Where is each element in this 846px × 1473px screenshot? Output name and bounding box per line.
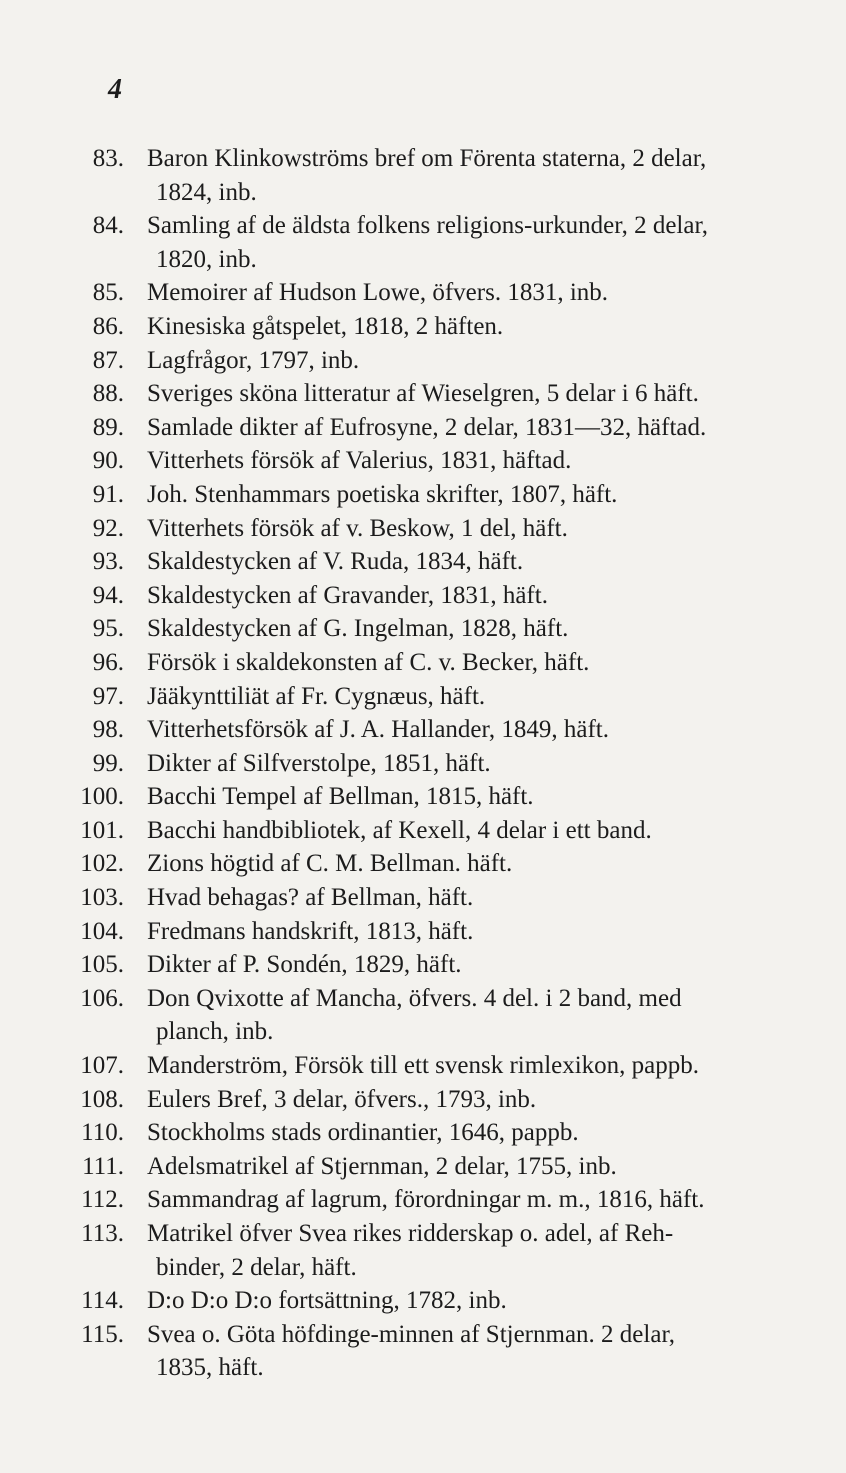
catalog-entry	[0, 545, 846, 579]
entry-number: 92.	[92, 514, 124, 542]
catalog-entry	[0, 142, 846, 209]
catalog-entry	[0, 209, 846, 276]
entry-number: 94.	[92, 581, 124, 609]
catalog-entry	[0, 512, 846, 546]
entry-number: 104.	[80, 917, 124, 945]
entry-text	[147, 209, 812, 276]
catalog-entry	[0, 1318, 846, 1385]
entry-text	[147, 444, 812, 478]
entry-text	[147, 814, 812, 848]
entry-title-line: Bacchi handbibliotek, af Kexell, 4 delar i ett band.	[147, 816, 652, 844]
entry-number: 112.	[81, 1186, 124, 1214]
entry-text	[147, 411, 812, 445]
entry-text	[147, 1116, 812, 1150]
catalog-entry	[0, 1116, 846, 1150]
entry-text	[147, 512, 812, 546]
entry-number: 98.	[92, 716, 124, 744]
entry-text	[147, 982, 812, 1049]
entry-number: 83.	[92, 145, 124, 172]
entry-continuation-line: 1820, inb.	[156, 245, 257, 273]
entry-number: 88.	[92, 380, 124, 408]
entry-title-line: Svea o. Göta höfdinge-minnen af Stjernman. 2 delar,	[147, 1320, 676, 1348]
entry-text	[147, 545, 812, 579]
entry-title-line: Eulers Bref, 3 delar, öfvers., 1793, inb.	[147, 1085, 537, 1113]
entry-number: 85.	[92, 279, 124, 307]
entry-number: 101.	[80, 816, 124, 844]
entry-title-line: Joh. Stenhammars poetiska skrifter, 1807, häft.	[147, 480, 618, 508]
catalog-entry	[0, 780, 846, 814]
catalog-entry	[0, 646, 846, 680]
entry-title-line: Samlade dikter af Eufrosyne, 2 delar, 1831—32, häftad.	[147, 413, 707, 441]
entry-number: 99.	[92, 749, 124, 777]
entry-title-line: Skaldestycken af G. Ingelman, 1828, häft.	[147, 615, 569, 643]
catalog-entry	[0, 915, 846, 949]
catalog-entry	[0, 1150, 846, 1184]
catalog-entry	[0, 982, 846, 1049]
catalog-entry-list	[0, 142, 846, 1385]
entry-continuation-line: planch, inb.	[156, 1018, 274, 1046]
entry-text	[147, 344, 812, 378]
entry-text	[147, 747, 812, 781]
entry-text	[147, 1217, 812, 1284]
entry-text	[147, 680, 812, 714]
entry-title-line: Hvad behagas? af Bellman, häft.	[147, 884, 474, 912]
catalog-entry	[0, 713, 846, 747]
entry-text	[147, 1150, 812, 1184]
catalog-entry	[0, 377, 846, 411]
entry-text	[147, 1284, 812, 1318]
entry-number: 100.	[80, 783, 124, 811]
catalog-entry	[0, 847, 846, 881]
entry-number: 107.	[80, 1052, 124, 1080]
entry-text	[147, 847, 812, 881]
entry-number: 96.	[92, 648, 124, 676]
entry-text	[147, 478, 812, 512]
entry-number: 114.	[81, 1287, 124, 1315]
entry-title-line: Försök i skaldekonsten af C. v. Becker, häft.	[147, 648, 590, 676]
entry-continuation-line: binder, 2 delar, häft.	[156, 1253, 357, 1281]
entry-text	[147, 1049, 812, 1083]
entry-title-line: Bacchi Tempel af Bellman, 1815, häft.	[147, 783, 534, 811]
entry-text	[147, 915, 812, 949]
entry-title-line: D:o D:o D:o fortsättning, 1782, inb.	[147, 1287, 507, 1315]
page-number: 4	[108, 74, 122, 105]
entry-text	[147, 142, 812, 209]
entry-number: 113.	[81, 1220, 124, 1247]
entry-number: 87.	[92, 346, 124, 374]
entry-text	[147, 612, 812, 646]
entry-title-line: Samling af de äldsta folkens religions-urkunder, 2 delar,	[147, 212, 709, 240]
entry-title-line: Matrikel öfver Svea rikes ridderskap o. adel, af Reh-	[147, 1220, 674, 1247]
catalog-entry	[0, 344, 846, 378]
catalog-entry	[0, 1049, 846, 1083]
entry-number: 89.	[92, 413, 124, 441]
entry-title-line: Dikter af P. Sondén, 1829, häft.	[147, 951, 462, 979]
catalog-entry	[0, 1217, 846, 1284]
catalog-entry	[0, 948, 846, 982]
entry-title-line: Adelsmatrikel af Stjernman, 2 delar, 1755, inb.	[147, 1152, 617, 1180]
entry-title-line: Skaldestycken af Gravander, 1831, häft.	[147, 581, 548, 609]
entry-title-line: Dikter af Silfverstolpe, 1851, häft.	[147, 749, 491, 777]
entry-text	[147, 310, 812, 344]
catalog-entry	[0, 478, 846, 512]
entry-number: 105.	[80, 951, 124, 979]
entry-text	[147, 579, 812, 613]
entry-title-line: Memoirer af Hudson Lowe, öfvers. 1831, inb.	[147, 279, 609, 307]
entry-continuation-line: 1835, häft.	[156, 1354, 264, 1382]
catalog-entry	[0, 881, 846, 915]
catalog-entry	[0, 444, 846, 478]
catalog-entry	[0, 579, 846, 613]
entry-text	[147, 713, 812, 747]
catalog-entry	[0, 814, 846, 848]
catalog-entry	[0, 1183, 846, 1217]
entry-number: 90.	[92, 447, 124, 475]
catalog-entry	[0, 612, 846, 646]
entry-number: 115.	[81, 1320, 124, 1348]
catalog-entry	[0, 680, 846, 714]
entry-number: 86.	[92, 312, 124, 340]
entry-text	[147, 646, 812, 680]
catalog-entry	[0, 276, 846, 310]
entry-text	[147, 1083, 812, 1117]
entry-text	[147, 881, 812, 915]
entry-title-line: Kinesiska gåtspelet, 1818, 2 häften.	[147, 312, 504, 340]
entry-title-line: Skaldestycken af V. Ruda, 1834, häft.	[147, 548, 524, 576]
entry-text	[147, 1318, 812, 1385]
entry-title-line: Don Qvixotte af Mancha, öfvers. 4 del. i 2 band, med	[147, 984, 682, 1012]
entry-title-line: Baron Klinkowströms bref om Förenta staterna, 2 delar,	[147, 145, 707, 172]
entry-number: 93.	[92, 548, 124, 576]
entry-text	[147, 948, 812, 982]
entry-text	[147, 1183, 812, 1217]
entry-number: 110.	[81, 1119, 124, 1147]
entry-title-line: Vitterhets försök af Valerius, 1831, häftad.	[147, 447, 572, 475]
catalog-entry	[0, 411, 846, 445]
catalog-entry	[0, 1083, 846, 1117]
entry-text	[147, 377, 812, 411]
entry-number: 103.	[80, 884, 124, 912]
entry-number: 102.	[80, 850, 124, 878]
entry-number: 97.	[92, 682, 124, 710]
entry-title-line: Vitterhetsförsök af J. A. Hallander, 1849, häft.	[147, 716, 609, 744]
entry-title-line: Manderström, Försök till ett svensk rimlexikon, pappb.	[147, 1052, 700, 1080]
catalog-entry	[0, 1284, 846, 1318]
entry-continuation-line: 1824, inb.	[156, 178, 257, 206]
entry-number: 108.	[80, 1085, 124, 1113]
entry-title-line: Sveriges sköna litteratur af Wieselgren, 5 delar i 6 häft.	[147, 380, 699, 408]
entry-number: 106.	[80, 984, 124, 1012]
catalog-entry	[0, 747, 846, 781]
entry-text	[147, 780, 812, 814]
entry-title-line: Sammandrag af lagrum, förordningar m. m., 1816, häft.	[147, 1186, 705, 1214]
entry-number: 91.	[92, 480, 124, 508]
entry-title-line: Stockholms stads ordinantier, 1646, pappb.	[147, 1119, 579, 1147]
entry-title-line: Fredmans handskrift, 1813, häft.	[147, 917, 474, 945]
entry-number: 111.	[82, 1152, 124, 1180]
entry-title-line: Zions högtid af C. M. Bellman. häft.	[147, 850, 513, 878]
entry-number: 84.	[92, 212, 124, 240]
catalog-entry	[0, 310, 846, 344]
entry-title-line: Jääkynttiliät af Fr. Cygnæus, häft.	[147, 682, 486, 710]
entry-number: 95.	[92, 615, 124, 643]
entry-title-line: Vitterhets försök af v. Beskow, 1 del, häft.	[147, 514, 568, 542]
entry-title-line: Lagfrågor, 1797, inb.	[147, 346, 360, 374]
entry-text	[147, 276, 812, 310]
